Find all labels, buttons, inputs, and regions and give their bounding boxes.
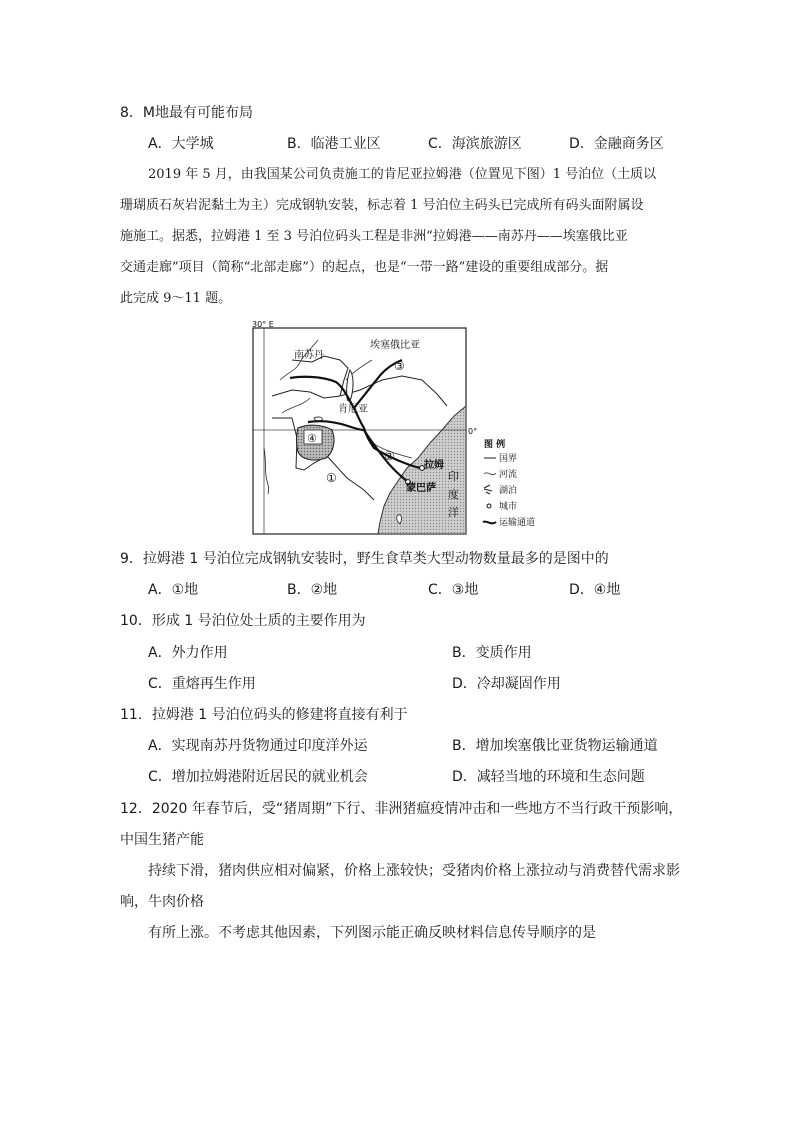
lon-label: 30° E: [252, 320, 274, 329]
material-line-1: 2019 年 5 月，由我国某公司负责施工的肯尼亚拉姆港（位置见下图）1 号泊位（土质以: [148, 167, 657, 182]
q11-option-b: B．增加埃塞俄比亚货物运输通道: [452, 738, 658, 754]
region-4-label: ④: [307, 432, 317, 445]
ethiopia-label: 埃塞俄比亚: [370, 340, 420, 351]
q11-option-d: D．减轻当地的环境和生态问题: [452, 769, 645, 785]
q12-line-4: 响，牛肉价格: [120, 894, 204, 910]
q12-line-5: 有所上涨。不考虑其他因素，下列图示能正确反映材料信息传导顺序的是: [148, 925, 596, 941]
q12-line-3: 持续下滑，猪肉供应相对偏紧，价格上涨较快；受猪肉价格上涨拉动与消费替代需求影: [148, 863, 680, 879]
legend-city-symbol: [487, 504, 491, 508]
q10-option-d: D．冷却凝固作用: [452, 676, 561, 692]
region-3-label: ③: [394, 359, 405, 373]
map-legend: [483, 438, 535, 528]
legend-title: 图 例: [484, 440, 506, 450]
material-line-2: 珊瑚质石灰岩泥黏土为主）完成钢轨安装，标志着 1 号泊位主码头已完成所有码头面附属设: [120, 198, 644, 213]
east-africa-map: [252, 318, 552, 536]
q9-option-d: D．④地: [569, 582, 621, 598]
q10-option-c: C．重熔再生作用: [148, 676, 256, 692]
q9-option-c: C．③地: [428, 582, 479, 598]
q8-stem: 8．M地最有可能布局: [120, 105, 253, 121]
q11-stem: 11．拉姆港 1 号泊位码头的修建将直接有利于: [120, 707, 408, 723]
mombasa-label: 蒙巴萨: [406, 483, 436, 494]
material-line-4: 交通走廊”项目（简称“北部走廊”）的起点，也是“一带一路”建设的重要组成部分。据: [120, 260, 609, 275]
q10-stem: 10．形成 1 号泊位处土质的主要作用为: [120, 613, 366, 629]
q10-option-a: A．外力作用: [148, 645, 228, 661]
material-line-3: 施施工。据悉，拉姆港 1 至 3 号泊位码头工程是非洲“拉姆港——南苏丹——埃塞俄比亚: [120, 229, 628, 244]
legend-river-label: 河流: [499, 470, 518, 480]
kenya-label: 肯尼亚: [338, 404, 368, 415]
legend-corridor-symbol: [483, 522, 496, 524]
lat-label: 0°: [468, 427, 478, 436]
legend-lake-label: 湖泊: [499, 486, 518, 496]
q12-line-1: 12．2020 年春节后，受“猪周期”下行、非洲猪瘟疫情冲击和一些地方不当行政干预影响，: [120, 801, 683, 817]
q11-option-a: A．实现南苏丹货物通过印度洋外运: [148, 738, 368, 754]
legend-river-symbol: [484, 473, 496, 475]
q12-line-2: 中国生猪产能: [120, 832, 204, 848]
q8-option-a: A．大学城: [148, 136, 214, 152]
ocean-label-2: 度: [448, 488, 459, 501]
region-2-label: ②: [384, 449, 395, 463]
lamu-label: 拉姆: [424, 460, 444, 471]
q11-option-c: C．增加拉姆港附近居民的就业机会: [148, 769, 368, 785]
south-sudan-label: 南苏丹: [294, 350, 324, 361]
q10-option-b: B．变质作用: [452, 645, 532, 661]
ocean-label-3: 洋: [448, 506, 459, 519]
q9-stem: 9．拉姆港 1 号泊位完成钢轨安装时，野生食草类大型动物数量最多的是图中的: [120, 551, 609, 567]
q8-option-b: B．临港工业区: [287, 136, 381, 152]
legend-border-label: 国界: [499, 454, 518, 464]
q8-option-d: D．金融商务区: [569, 136, 664, 152]
q8-option-c: C．海滨旅游区: [428, 136, 522, 152]
region-1-label: ①: [326, 471, 337, 485]
legend-lake-symbol: [484, 485, 492, 494]
legend-city-label: 城市: [499, 502, 518, 512]
legend-corridor-label: 运输通道: [499, 518, 536, 528]
q9-option-b: B．②地: [287, 582, 338, 598]
q9-option-a: A．①地: [148, 582, 199, 598]
material-line-5: 此完成 9～11 题。: [120, 291, 232, 306]
ocean-label-1: 印: [448, 470, 459, 483]
